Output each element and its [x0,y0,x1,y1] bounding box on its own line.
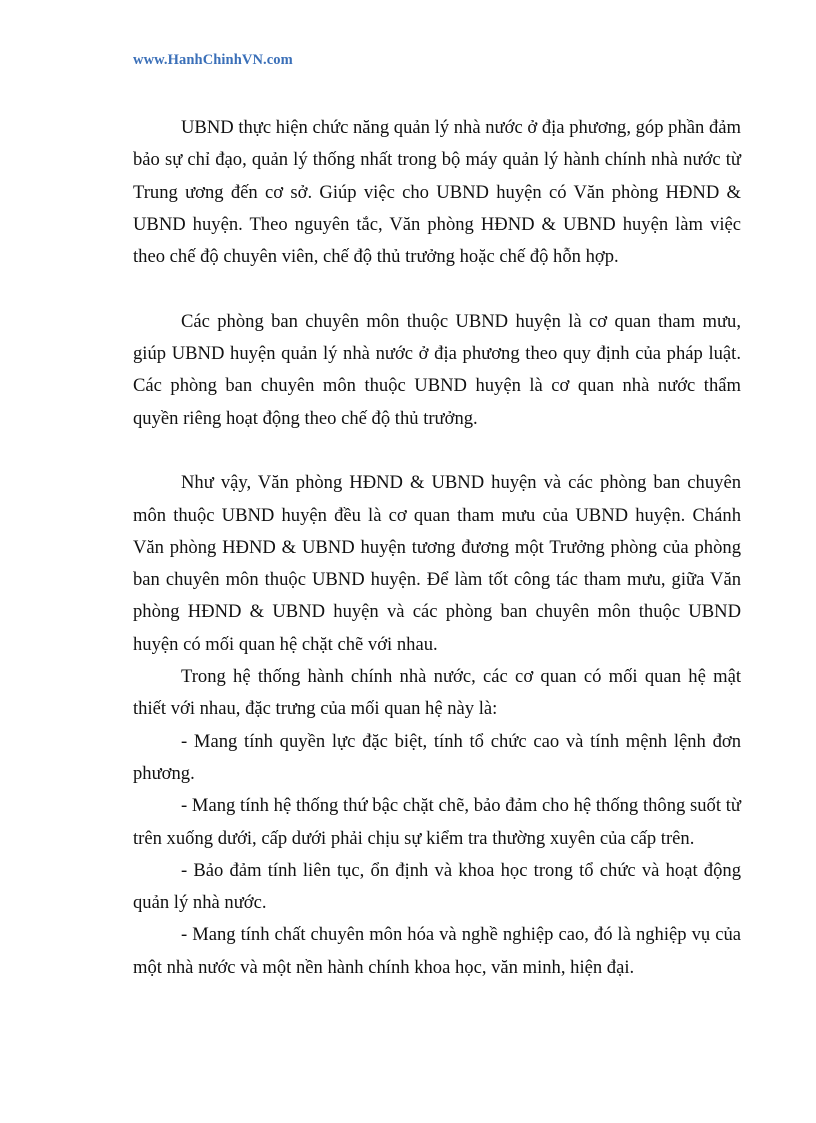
list-item-continuity: - Bảo đảm tính liên tục, ổn định và khoa học trong tổ chức và hoạt động quản lý nhà nước. [133,859,741,914]
paragraph-advisory-relationship: Như vậy, Văn phòng HĐND & UBND huyện và các phòng ban chuyên môn thuộc UBND huyện đều là cơ quan tham mưu của UBND huyện. Chánh Văn phòng HĐND & UBND huyện tương đương một Trưởng phòng của phòng ban chuyên môn thuộc UBND huyện. Để làm tốt công tác tham mưu, giữa Văn phòng HĐND & UBND huyện và các phòng ban chuyên môn thuộc UBND huyện có mối quan hệ chặt chẽ với nhau. [133,472,741,655]
paragraph-spacer [133,273,741,305]
site-header-link[interactable]: www.HanhChinhVN.com [133,52,293,68]
paragraph-relationship-intro: Trong hệ thống hành chính nhà nước, các cơ quan có mối quan hệ mật thiết với nhau, đặc trưng của mối quan hệ này là: [133,666,741,720]
paragraph-spacer [133,435,741,467]
list-item-specialization: - Mang tính chất chuyên môn hóa và nghề nghiệp cao, đó là nghiệp vụ của một nhà nước và một nền hành chính khoa học, văn minh, hiện đại. [133,924,741,978]
document-body [133,112,741,984]
list-item-hierarchy: - Mang tính hệ thống thứ bậc chặt chẽ, bảo đảm cho hệ thống thông suốt từ trên xuống dưới, cấp dưới phải chịu sự kiểm tra thường xuyên của cấp trên. [133,795,741,849]
paragraph-specialized-departments: Các phòng ban chuyên môn thuộc UBND huyện là cơ quan tham mưu, giúp UBND huyện quản lý nhà nước ở địa phương theo quy định của pháp luật. Các phòng ban chuyên môn thuộc UBND huyện là cơ quan nhà nước thẩm quyền riêng hoạt động theo chế độ thủ trưởng. [133,310,741,429]
list-item-authority: - Mang tính quyền lực đặc biệt, tính tổ chức cao và tính mệnh lệnh đơn phương. [133,730,741,784]
paragraph-ubnd-function: UBND thực hiện chức năng quản lý nhà nước ở địa phương, góp phần đảm bảo sự chỉ đạo, quản lý thống nhất trong bộ máy quản lý hành chính nhà nước từ Trung ương đến cơ sở. Giúp việc cho UBND huyện có Văn phòng HĐND & UBND huyện. Theo nguyên tắc, Văn phòng HĐND & UBND huyện làm việc theo chế độ chuyên viên, chế độ thủ trưởng hoặc chế độ hỗn hợp. [133,117,741,268]
